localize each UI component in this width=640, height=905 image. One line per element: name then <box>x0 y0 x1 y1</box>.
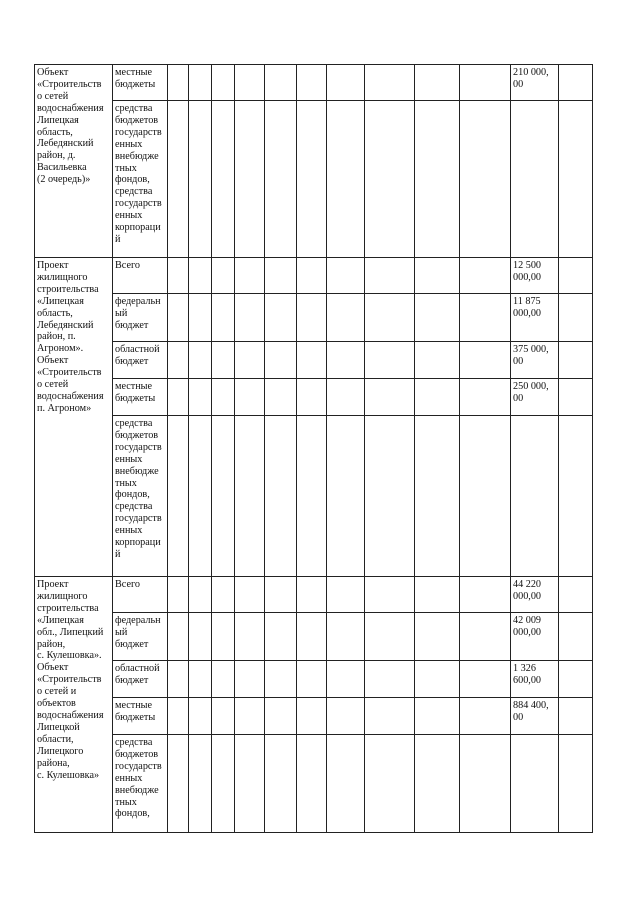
empty-cell <box>297 65 327 101</box>
empty-cell <box>415 735 460 833</box>
empty-cell <box>559 101 593 258</box>
empty-cell <box>415 379 460 416</box>
object-name-cell: Объект «Строительств о сетей водоснабжения Липецкая область, Лебедянский район, д. Васильевка (2 очередь)» <box>35 65 113 258</box>
empty-cell <box>415 342 460 379</box>
empty-cell <box>559 735 593 833</box>
empty-cell <box>460 698 511 735</box>
empty-cell <box>265 379 297 416</box>
empty-cell <box>327 661 365 698</box>
empty-cell <box>297 101 327 258</box>
empty-cell <box>212 258 235 294</box>
empty-cell <box>415 294 460 342</box>
empty-cell <box>168 258 189 294</box>
empty-cell <box>297 577 327 613</box>
amount-cell <box>511 735 559 833</box>
object-name-cell: Проект жилищного строительства «Липецкая область, Лебедянский район, п. Агроном». Объект «Строительств о сетей водоснабжения п. Агроном» <box>35 258 113 577</box>
amount-cell: 210 000, 00 <box>511 65 559 101</box>
empty-cell <box>559 342 593 379</box>
amount-cell: 12 500 000,00 <box>511 258 559 294</box>
table-row <box>35 294 593 342</box>
empty-cell <box>327 735 365 833</box>
empty-cell <box>235 698 265 735</box>
empty-cell <box>265 101 297 258</box>
empty-cell <box>327 577 365 613</box>
empty-cell <box>168 698 189 735</box>
table-row <box>35 735 593 833</box>
empty-cell <box>297 294 327 342</box>
empty-cell <box>460 258 511 294</box>
empty-cell <box>189 258 212 294</box>
empty-cell <box>212 698 235 735</box>
empty-cell <box>460 342 511 379</box>
amount-cell <box>511 101 559 258</box>
empty-cell <box>235 342 265 379</box>
empty-cell <box>327 258 365 294</box>
empty-cell <box>415 258 460 294</box>
empty-cell <box>460 661 511 698</box>
empty-cell <box>189 577 212 613</box>
funding-source-cell: средства бюджетов государств енных внебюдже тных фондов, средства государств енных корпораци й <box>113 101 168 258</box>
empty-cell <box>189 65 212 101</box>
funding-source-cell: областной бюджет <box>113 342 168 379</box>
empty-cell <box>265 416 297 577</box>
empty-cell <box>189 294 212 342</box>
table-row <box>35 698 593 735</box>
funding-source-cell: Всего <box>113 258 168 294</box>
empty-cell <box>365 379 415 416</box>
empty-cell <box>265 577 297 613</box>
empty-cell <box>327 342 365 379</box>
table-row <box>35 577 593 613</box>
empty-cell <box>265 65 297 101</box>
table-row <box>35 661 593 698</box>
empty-cell <box>168 342 189 379</box>
empty-cell <box>212 101 235 258</box>
empty-cell <box>415 577 460 613</box>
empty-cell <box>559 65 593 101</box>
empty-cell <box>168 379 189 416</box>
empty-cell <box>265 294 297 342</box>
empty-cell <box>460 101 511 258</box>
table-row <box>35 101 593 258</box>
empty-cell <box>212 416 235 577</box>
empty-cell <box>559 294 593 342</box>
funding-source-cell: местные бюджеты <box>113 65 168 101</box>
empty-cell <box>365 661 415 698</box>
empty-cell <box>460 577 511 613</box>
empty-cell <box>327 698 365 735</box>
empty-cell <box>460 294 511 342</box>
amount-cell: 42 009 000,00 <box>511 613 559 661</box>
amount-cell: 44 220 000,00 <box>511 577 559 613</box>
amount-cell: 11 875 000,00 <box>511 294 559 342</box>
empty-cell <box>297 416 327 577</box>
empty-cell <box>327 416 365 577</box>
empty-cell <box>460 416 511 577</box>
empty-cell <box>189 342 212 379</box>
empty-cell <box>415 65 460 101</box>
table-row <box>35 258 593 294</box>
table-row <box>35 379 593 416</box>
empty-cell <box>189 613 212 661</box>
empty-cell <box>297 613 327 661</box>
empty-cell <box>212 65 235 101</box>
empty-cell <box>559 577 593 613</box>
empty-cell <box>212 613 235 661</box>
financing-table <box>34 64 593 833</box>
empty-cell <box>168 416 189 577</box>
empty-cell <box>460 379 511 416</box>
empty-cell <box>365 613 415 661</box>
empty-cell <box>168 101 189 258</box>
empty-cell <box>327 379 365 416</box>
empty-cell <box>415 101 460 258</box>
empty-cell <box>168 735 189 833</box>
funding-source-cell: местные бюджеты <box>113 379 168 416</box>
empty-cell <box>265 661 297 698</box>
table-row <box>35 65 593 101</box>
empty-cell <box>265 735 297 833</box>
empty-cell <box>559 416 593 577</box>
empty-cell <box>365 577 415 613</box>
empty-cell <box>168 661 189 698</box>
empty-cell <box>189 379 212 416</box>
table-row <box>35 613 593 661</box>
empty-cell <box>168 294 189 342</box>
empty-cell <box>235 101 265 258</box>
empty-cell <box>365 698 415 735</box>
empty-cell <box>559 258 593 294</box>
empty-cell <box>168 613 189 661</box>
empty-cell <box>365 101 415 258</box>
empty-cell <box>235 258 265 294</box>
amount-cell: 375 000, 00 <box>511 342 559 379</box>
empty-cell <box>327 294 365 342</box>
funding-source-cell: федеральн ый бюджет <box>113 613 168 661</box>
empty-cell <box>327 613 365 661</box>
empty-cell <box>415 698 460 735</box>
empty-cell <box>212 735 235 833</box>
empty-cell <box>235 661 265 698</box>
empty-cell <box>212 379 235 416</box>
empty-cell <box>189 735 212 833</box>
empty-cell <box>297 661 327 698</box>
empty-cell <box>168 577 189 613</box>
funding-source-cell: федеральн ый бюджет <box>113 294 168 342</box>
empty-cell <box>189 698 212 735</box>
empty-cell <box>559 379 593 416</box>
empty-cell <box>327 65 365 101</box>
amount-cell: 884 400, 00 <box>511 698 559 735</box>
funding-source-cell: средства бюджетов государств енных внебюдже тных фондов, <box>113 735 168 833</box>
empty-cell <box>415 613 460 661</box>
amount-cell <box>511 416 559 577</box>
table-row <box>35 416 593 577</box>
empty-cell <box>265 698 297 735</box>
empty-cell <box>365 65 415 101</box>
empty-cell <box>235 294 265 342</box>
empty-cell <box>189 661 212 698</box>
empty-cell <box>265 342 297 379</box>
empty-cell <box>265 258 297 294</box>
empty-cell <box>365 342 415 379</box>
empty-cell <box>460 735 511 833</box>
funding-source-cell: областной бюджет <box>113 661 168 698</box>
empty-cell <box>415 416 460 577</box>
funding-source-cell: средства бюджетов государств енных внебюдже тных фондов, средства государств енных корпораци й <box>113 416 168 577</box>
empty-cell <box>327 101 365 258</box>
empty-cell <box>212 661 235 698</box>
empty-cell <box>212 577 235 613</box>
empty-cell <box>559 613 593 661</box>
empty-cell <box>365 258 415 294</box>
empty-cell <box>297 342 327 379</box>
amount-cell: 1 326 600,00 <box>511 661 559 698</box>
empty-cell <box>297 258 327 294</box>
empty-cell <box>265 613 297 661</box>
empty-cell <box>235 613 265 661</box>
empty-cell <box>212 342 235 379</box>
object-name-cell: Проект жилищного строительства «Липецкая обл., Липецкий район, с. Кулешовка». Объект «Строительств о сетей и объектов водоснабжения Липецкой области, Липецкого района, с. Кулешовка» <box>35 577 113 833</box>
empty-cell <box>297 379 327 416</box>
funding-source-cell: местные бюджеты <box>113 698 168 735</box>
empty-cell <box>189 101 212 258</box>
empty-cell <box>235 577 265 613</box>
empty-cell <box>559 661 593 698</box>
empty-cell <box>460 613 511 661</box>
empty-cell <box>365 416 415 577</box>
empty-cell <box>235 65 265 101</box>
empty-cell <box>460 65 511 101</box>
empty-cell <box>365 294 415 342</box>
funding-source-cell: Всего <box>113 577 168 613</box>
empty-cell <box>559 698 593 735</box>
empty-cell <box>415 661 460 698</box>
empty-cell <box>189 416 212 577</box>
empty-cell <box>212 294 235 342</box>
empty-cell <box>297 698 327 735</box>
empty-cell <box>235 735 265 833</box>
empty-cell <box>235 416 265 577</box>
amount-cell: 250 000, 00 <box>511 379 559 416</box>
empty-cell <box>365 735 415 833</box>
table-row <box>35 342 593 379</box>
empty-cell <box>297 735 327 833</box>
empty-cell <box>168 65 189 101</box>
empty-cell <box>235 379 265 416</box>
